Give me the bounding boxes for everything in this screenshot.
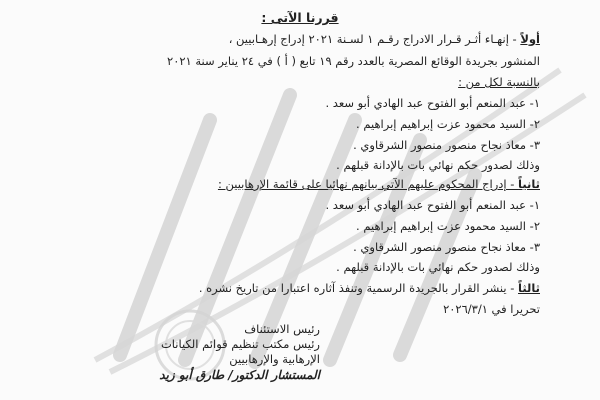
article-three-label: ثالثاً [518,281,540,295]
article-two-line [218,177,540,192]
article-one-text: - إنهـاء أثـر قـرار الادراج رقـم ١ لسـنة ٢٠٢١ إدراج إرهـابيين ، [228,32,521,46]
date-line: تحريرا في ٢٠٢٦/٣/١ [443,302,540,316]
article-one-line-2: المنشور بجريدة الوقائع المصرية بالعدد رقم ١٩ تابع ( أ ) في ٢٤ يناير سنة ٢٠٢١ [167,54,540,68]
article-one-line-3: بالنسبة لكل من : [458,75,540,89]
article-three-text: - ينشر القرار بالجريدة الرسمية وتنفذ آثاره اعتبارا من تاريخ نشره . [198,281,519,295]
list-b-item-3: ٣- معاذ نجاح منصور منصور الشرقاوي . [353,240,540,254]
section-heading: قررنا الآتى : [261,10,339,25]
signature-role-2: الإرهابية والإرهابيين [229,352,320,366]
list-b-item-1: ١- عبد المنعم أبو الفتوح عبد الهادي أبو سعد . [325,198,540,212]
list-a-item-1: ١- عبد المنعم أبو الفتوح عبد الهادي أبو سعد . [325,96,540,110]
signatory-name: المستشار الدكتور/ طارق أبو زيد [159,368,320,382]
list-a-item-3: ٣- معاذ نجاح منصور منصور الشرقاوي . [353,138,540,152]
signature-title: رئيس الاستئناف [244,322,320,336]
reason-a: وذلك لصدور حكم نهائي بات بالإدانة قبلهم . [336,158,540,172]
signature-role-1: رئيس مكتب تنظيم قوائم الكيانات [160,337,320,351]
article-one-label: أولاً [520,32,540,46]
reason-b: وذلك لصدور حكم نهائي بات بالإدانة قبلهم . [336,260,540,274]
article-two-label: ثانياً [518,177,540,191]
article-one-line-1 [229,32,540,47]
article-two-text: - إدراج المحكوم عليهم الآتي بيانهم نهائيا على قائمة الإرهابيين : [217,177,519,191]
list-b-item-2: ٢- السيد محمود عزت إبراهيم إبراهيم . [356,219,540,233]
list-a-item-2: ٢- السيد محمود عزت إبراهيم إبراهيم . [356,117,540,131]
article-three-line [199,281,540,296]
